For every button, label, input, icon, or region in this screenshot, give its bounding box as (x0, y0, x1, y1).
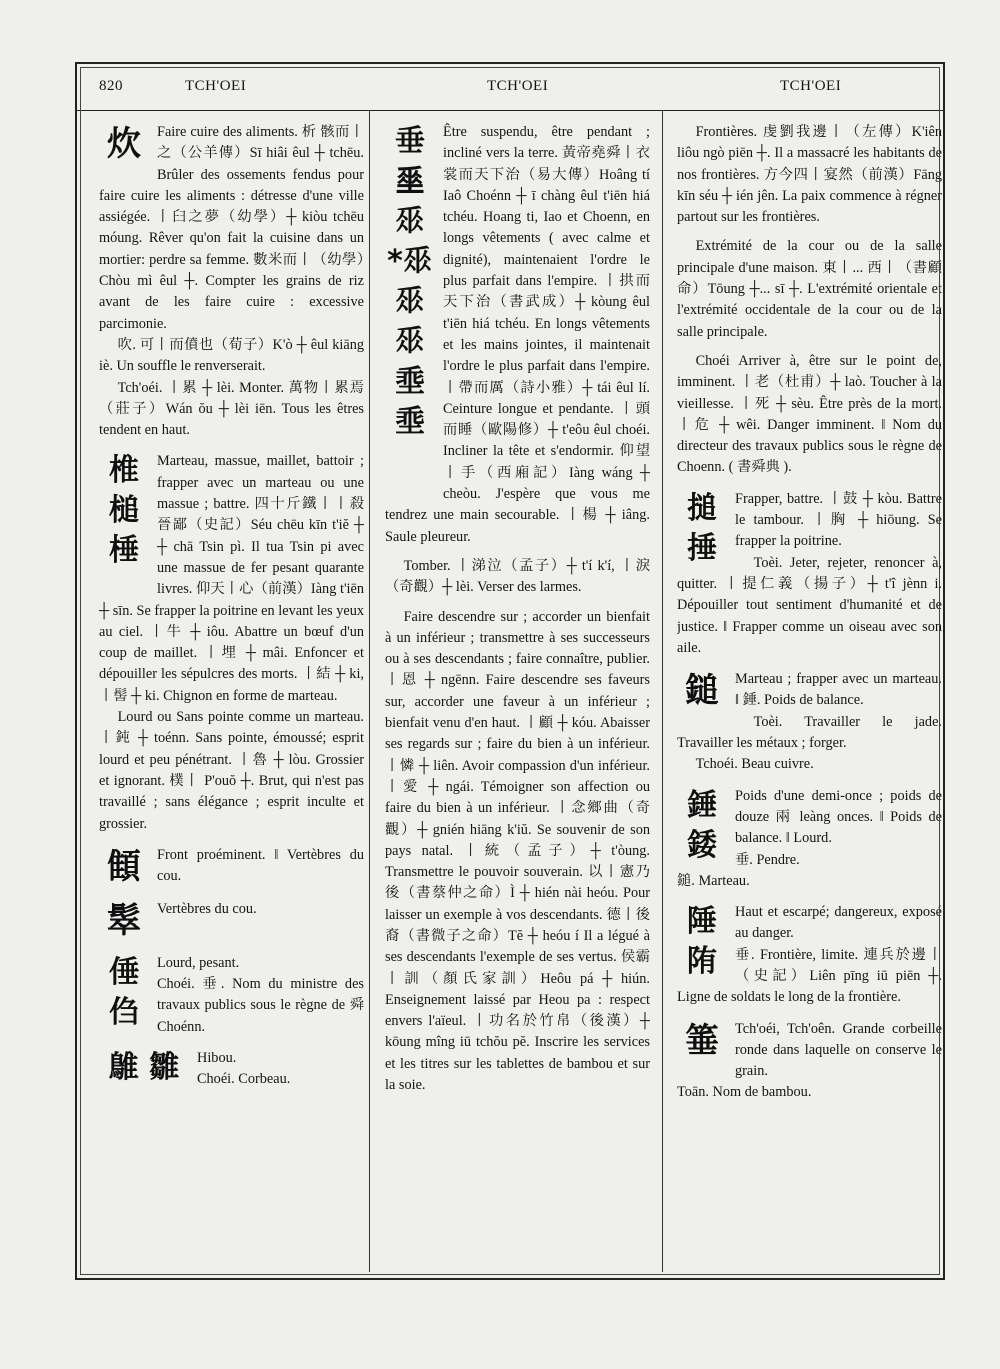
entry-text: Être suspendu, être pendant ; incliné vers la terre. 黃帝堯舜丨衣裳而天下治（易大傳）Hoâng tí Iaô Choénn ┼ ī chàng êul t'iēn hiá tchéu. Hoang ti, Iao et Choenn, en longs vêtements ( avec calme et dignité), maintenaient l'ordre le plus parfait dans l'empire. 丨拱而天下治（書武成）┼ kòung êul t'iēn hiá tchéu. En longs vêtements et les mains jointes, il maintenait l'ordre le plus parfait dans l'empire. 丨帶而厲（詩小雅）┼ tái êul lí. Ceinture longue et pendante. 丨頭而睡（歐陽修）┼ t'eôu êul choéi. Incliner la tête et s'endormir. 仰望丨手（西廂記）Iàng wáng ┼ cheòu. J'espère que vous me tendrez une main secourable. 丨楊 ┼ iâng. Saule pleureur. (385, 124, 650, 545)
entry-text: Marteau, massue, maillet, battoir ; frapper avec un marteau ou une massue ; battre. 四十斤鐵丨丨殺晉鄙（史記）Séu chēu kīn t'iĕ ┼ ┼ chā Tsin pì. Il tua Tsin pi avec une massue de fer pesant quarante livres. 仰天丨心（前漢）Iàng t'iēn ┼ sīn. Se frapper la poitrine en levant les yeux au ciel. 丨牛 ┼ iôu. Abattre un bœuf d'un coup de maillet. 丨埋 ┼ mâi. Enfoncer et dépouiller les sépulcres des morts. 丨結 ┼ ki, 丨髻 ┼ ki. Chignon en forme de marteau. (99, 453, 364, 704)
column-2 (385, 122, 650, 1270)
headword: 箠 (685, 1020, 719, 1061)
entry-text: 鎚. Marteau. (677, 872, 750, 889)
dictionary-entry (677, 1019, 942, 1104)
entry-text: Lourd, pesant. (157, 954, 240, 971)
entry-text: Toèi. Jeter, rejeter, renoncer à, quitter. 丨提仁義（揚子）┼ t'î jènn i. Dépouiller tout sentiment d'humanité et de justice. ‖ Frapper comme un oiseau avec son aile. (677, 554, 942, 656)
entry-text: Tch'oéi. 丨累 ┼ lèi. Monter. 萬物丨累焉（莊子）Wán ŏu ┼ lèi iēn. Tous les êtres tendent en haut. (99, 379, 364, 439)
entry-text: Choéi. Corbeau. (197, 1071, 291, 1088)
entry-text: Tomber. 丨涕泣（孟子）┼ t'í k'í, 丨淚（奇觀）┼ lèi. Verser des larmes. (385, 557, 650, 596)
entry-text: Toān. Nom de bambou. (677, 1084, 812, 1101)
page-number: 820 (99, 78, 123, 94)
entry-text: Lourd ou Sans pointe comme un marteau. 丨鈍 ┼ toénn. Sans pointe, émoussé; esprit lourd et peu pénétrant. 丨魯 ┼ lòu. Grossier et ignorant. 樸丨 P'ouŏ ┼. Brut, qui n'est pas travaillé ; sans élégance ; esprit inculte et grossier. (99, 709, 364, 832)
column-divider (369, 110, 370, 1272)
headword: 鵻 雛 (108, 1049, 180, 1085)
header-right: TCH'OEI (780, 78, 842, 94)
dictionary-entry (99, 899, 364, 943)
headword: 陲 陏 (687, 904, 717, 980)
entry-text: Faire descendre sur ; accorder un bienfait à un inférieur ; transmettre à ses successeurs ou à ses descendants ; faire connaître, publier. 丨恩 ┼ ngēnn. Faire descendre ses faveurs sur, accorder une faveur à un inférieur ; bienfait venu d'en haut. 丨顧 ┼ kóu. Abaisser ses regards sur ; faire du bien à un inférieur. 丨憐 ┼ liên. Avoir compassion d'un inférieur. 丨愛 ┼ ngái. Témoigner son affection ou faire du bien à un inférieur. 丨念鄉曲（奇觀）┼ gnién hiāng k'iŭ. Se souvenir de son pays natal. 丨統（孟子）┼ t'òung. Transmettre le pouvoir souverain. 以丨憲乃後（書蔡仲之命）Ì ┼ hién nài heóu. Pour laisser un exemple à vos descendants. 德丨後裔（書微子之命）Tĕ ┼ heóu í Il a légué à ses descendants l'exemple de ses vertus. 侯霸丨訓（顏氏家訓）Heôu pá ┼ hiún. Enseignement laissé par Heou pa : respect envers l'aïeul. 丨功名於竹帛（後漢）┼ kōung mîng iū tchŏu pĕ. Inscrire les services et les titres sur les tablettes de bambou et sur la soie. (385, 608, 650, 1094)
dictionary-entry (677, 122, 942, 479)
entry-text: Tch'oéi, Tch'oên. Grande corbeille ronde dans laquelle on conserve le grain. (735, 1020, 942, 1080)
entry-text: Poids d'une demi-once ; poids de douze 兩 leàng onces. ‖ Poids de balance. ‖ Lourd. (735, 787, 942, 847)
entry-text: Vertèbres du cou. (157, 900, 257, 917)
entry-text: 吹. 可丨而僨也（荀子）K'ò ┼ êul kiāng iè. Un souffle le renverserait. (99, 336, 364, 375)
entry-text: Extrémité de la cour ou de la salle principale d'une maison. 東丨... 西丨（書顧命）Tōung ┼... sī ┼. L'extrémité orientale et l'extrémité occidentale de la cour ou de la salle principale. (677, 238, 942, 340)
entry-text: 垂. Pendre. (735, 851, 800, 868)
entry-text: 垂. Frontière, limite. 連兵於邊丨（史記）Liên pīng iū piēn ┼. Ligne de soldats le long de la frontière. (677, 946, 942, 1006)
headword: 炊 (107, 124, 141, 164)
headword: 垂 𡍮 𠂹 *𠂹 𠂹 𠂹 埀 埀 (387, 124, 433, 439)
entry-text: Toèi. Travailler le jade. Travailler les métaux ; forger. (677, 713, 942, 752)
headword: 顀 (107, 846, 141, 887)
entry-text: Faire cuire des aliments. 析 骸而丨之（公羊傳）Sī hiâi êul ┼ tchēu. Brûler des ossements fendus pour faire cuire les aliments : détresse d'une ville assiégée. 丨臼之夢（幼學）┼ kiòu tchēu móung. Rêver qu'on fait la cuisine dans un mortier: perdre sa femme. 數米而丨（幼學）Chòu mì êul ┼. Compter les grains de riz avant de les faire cuire : excessive parcimonie. (99, 124, 364, 332)
column-3 (677, 122, 942, 1270)
headword: 䯿 (107, 900, 141, 941)
headword: 錘 錗 (687, 787, 717, 863)
dictionary-entry (99, 1048, 364, 1091)
entry-text: Choéi. 垂. Nom du ministre des travaux publics sous le règne de 舜 Choénn. (157, 976, 364, 1035)
entry-text: Marteau ; frapper avec un marteau. ‖ 錘. Poids de balance. (735, 671, 942, 709)
page-frame (75, 62, 945, 1280)
dictionary-entry (677, 669, 942, 775)
headword: 倕 㑇 (109, 954, 139, 1030)
column-divider (662, 110, 663, 1272)
running-header (77, 64, 943, 111)
dictionary-entry (99, 451, 364, 834)
column-1 (99, 122, 364, 1270)
dictionary-entry (99, 122, 364, 441)
headword: 椎 槌 棰 (109, 453, 139, 569)
headword: 搥 捶 (687, 490, 717, 566)
dictionary-entry (677, 902, 942, 1008)
header-left: TCH'OEI (185, 78, 247, 94)
entry-text: Choéi Arriver à, être sur le point de, imminent. 丨老（杜甫）┼ laò. Toucher à la vieillesse. 丨死 ┼ sèu. Être près de la mort. 丨危 ┼ wêi. Danger imminent. ‖ Nom du directeur des travaux publics sous le règne de Choenn. ( 書舜典 ). (677, 352, 942, 476)
entry-text: Haut et escarpé; dangereux, exposé au danger. (735, 904, 942, 942)
dictionary-entry (677, 489, 942, 659)
entry-text: Hibou. (197, 1049, 237, 1066)
dictionary-entry (385, 122, 650, 1096)
entry-text: Front proéminent. ‖ Vertèbres du cou. (157, 846, 364, 885)
dictionary-entry (677, 786, 942, 892)
header-center: TCH'OEI (487, 78, 549, 94)
headword: 鎚 (685, 671, 719, 712)
entry-text: Tchoéi. Beau cuivre. (695, 756, 814, 773)
dictionary-entry (99, 953, 364, 1038)
dictionary-entry (99, 845, 364, 889)
entry-text: Frapper, battre. 丨鼓 ┼ kòu. Battre le tambour. 丨胸 ┼ hiōung. Se frapper la poitrine. (735, 490, 942, 550)
entry-text: Frontières. 虔劉我邊丨（左傳）K'iên liôu ngò piēn ┼. Il a massacré les habitants de nos frontières. 方今四丨宴然（前漢）Fāng kīn séu ┼ ién jên. La paix commence à régner partout sur les frontières. (677, 124, 942, 226)
